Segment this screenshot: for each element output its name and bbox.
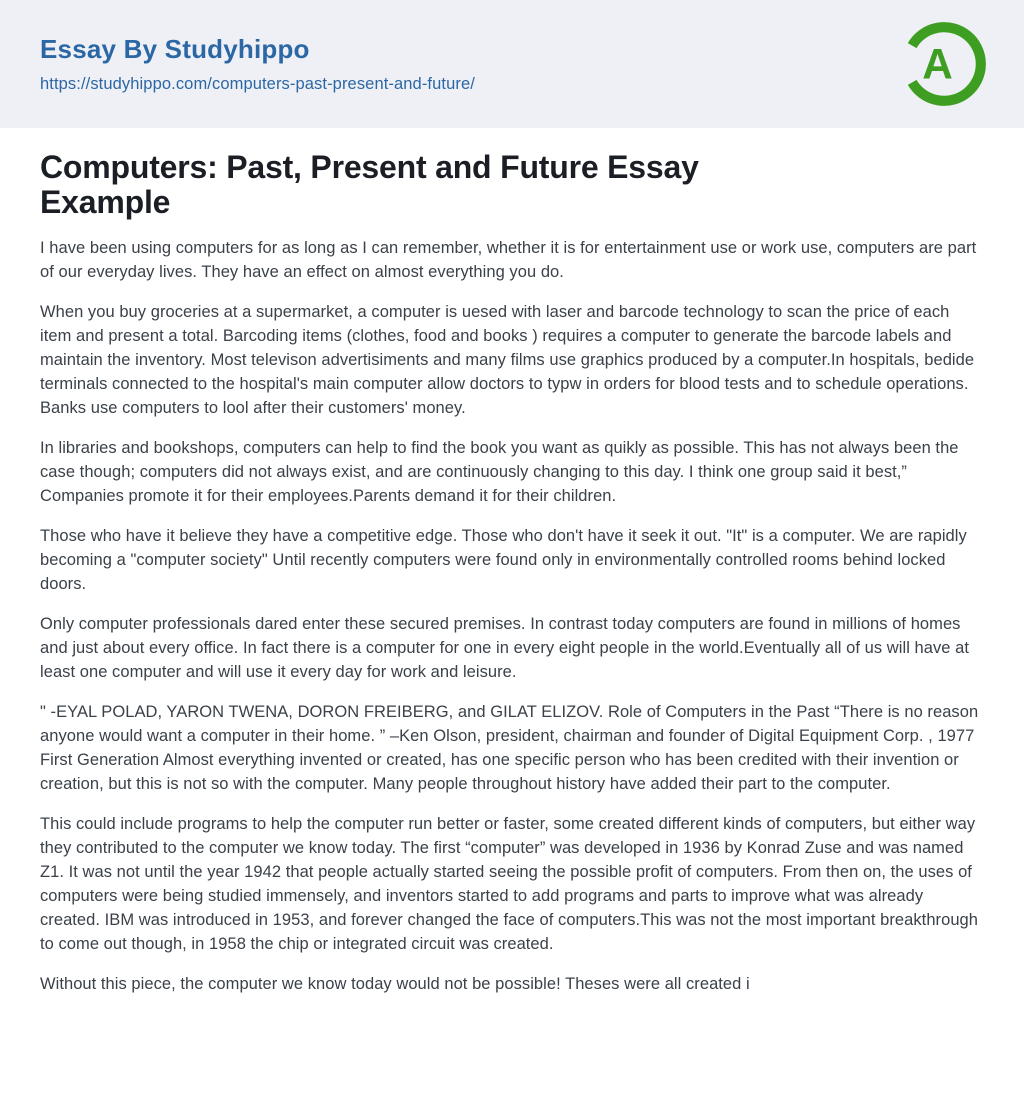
page-header	[0, 0, 1024, 128]
essay-paragraph: In libraries and bookshops, computers can help to find the book you want as quikly as possible. This has not always been the case though; computers did not always exist, and are continuously changing to this day. I think one group said it best,” Companies promote it for their employees.Parents demand it for their children.	[40, 439, 959, 505]
essay-paragraph: This could include programs to help the computer run better or faster, some created different kinds of computers, but either way they contributed to the computer we know today. The first “computer” was developed in 1936 by Konrad Zuse and was named Z1. It was not until the year 1942 that people actually started seeing the possible profit of computers. From then on, the uses of computers were being studied immensely, and inventors started to add programs and parts to improve what was already created. IBM was introduced in 1953, and forever changed the face of computers.This was not the most important breakthrough to come out though, in 1958 the chip or integrated circuit was created.	[40, 815, 978, 953]
logo-letter: A	[922, 40, 953, 88]
essay-paragraph: Without this piece, the computer we know today would not be possible! Theses were all created i	[40, 975, 750, 993]
studyhippo-logo-icon	[898, 18, 990, 110]
essay-paragraph: Only computer professionals dared enter these secured premises. In contrast today computers are found in millions of homes and just about every office. In fact there is a computer for one in every eight people in the world.Eventually all of us will have at least one computer and will use it every day for work and leisure.	[40, 615, 970, 681]
site-name: Essay By Studyhippo	[40, 34, 310, 64]
source-url-link[interactable]: https://studyhippo.com/computers-past-present-and-future/	[40, 75, 475, 93]
essay-title: Computers: Past, Present and Future Essay Example	[40, 149, 699, 220]
header-text-block	[40, 34, 475, 94]
essay-body	[40, 236, 984, 996]
essay-paragraph: Those who have it believe they have a competitive edge. Those who don't have it seek it out. "It" is a computer. We are rapidly becoming a "computer society" Until recently computers were found only in environmentally controlled rooms behind locked doors.	[40, 527, 967, 593]
essay-paragraph: " -EYAL POLAD, YARON TWENA, DORON FREIBERG, and GILAT ELIZOV. Role of Computers in the Past “There is no reason anyone would want a computer in their home. ” –Ken Olson, president, chairman and founder of Digital Equipment Corp. , 1977 First Generation Almost everything invented or created, has one specific person who has been credited with their invention or creation, but this is not so with the computer. Many people throughout history have added their part to the computer.	[40, 703, 979, 793]
essay-paragraph: When you buy groceries at a supermarket, a computer is uesed with laser and barcode technology to scan the price of each item and present a total. Barcoding items (clothes, food and books ) requires a computer to generate the barcode labels and maintain the inventory. Most televison advertisiments and many films use graphics produced by a computer.In hospitals, bedide terminals connected to the hospital's main computer allow doctors to typw in orders for blood tests and to schedule operations. Banks use computers to lool after their customers' money.	[40, 303, 975, 417]
essay-content	[0, 128, 1024, 996]
essay-paragraph: I have been using computers for as long as I can remember, whether it is for entertainment use or work use, computers are part of our everyday lives. They have an effect on almost everything you do.	[40, 239, 977, 281]
